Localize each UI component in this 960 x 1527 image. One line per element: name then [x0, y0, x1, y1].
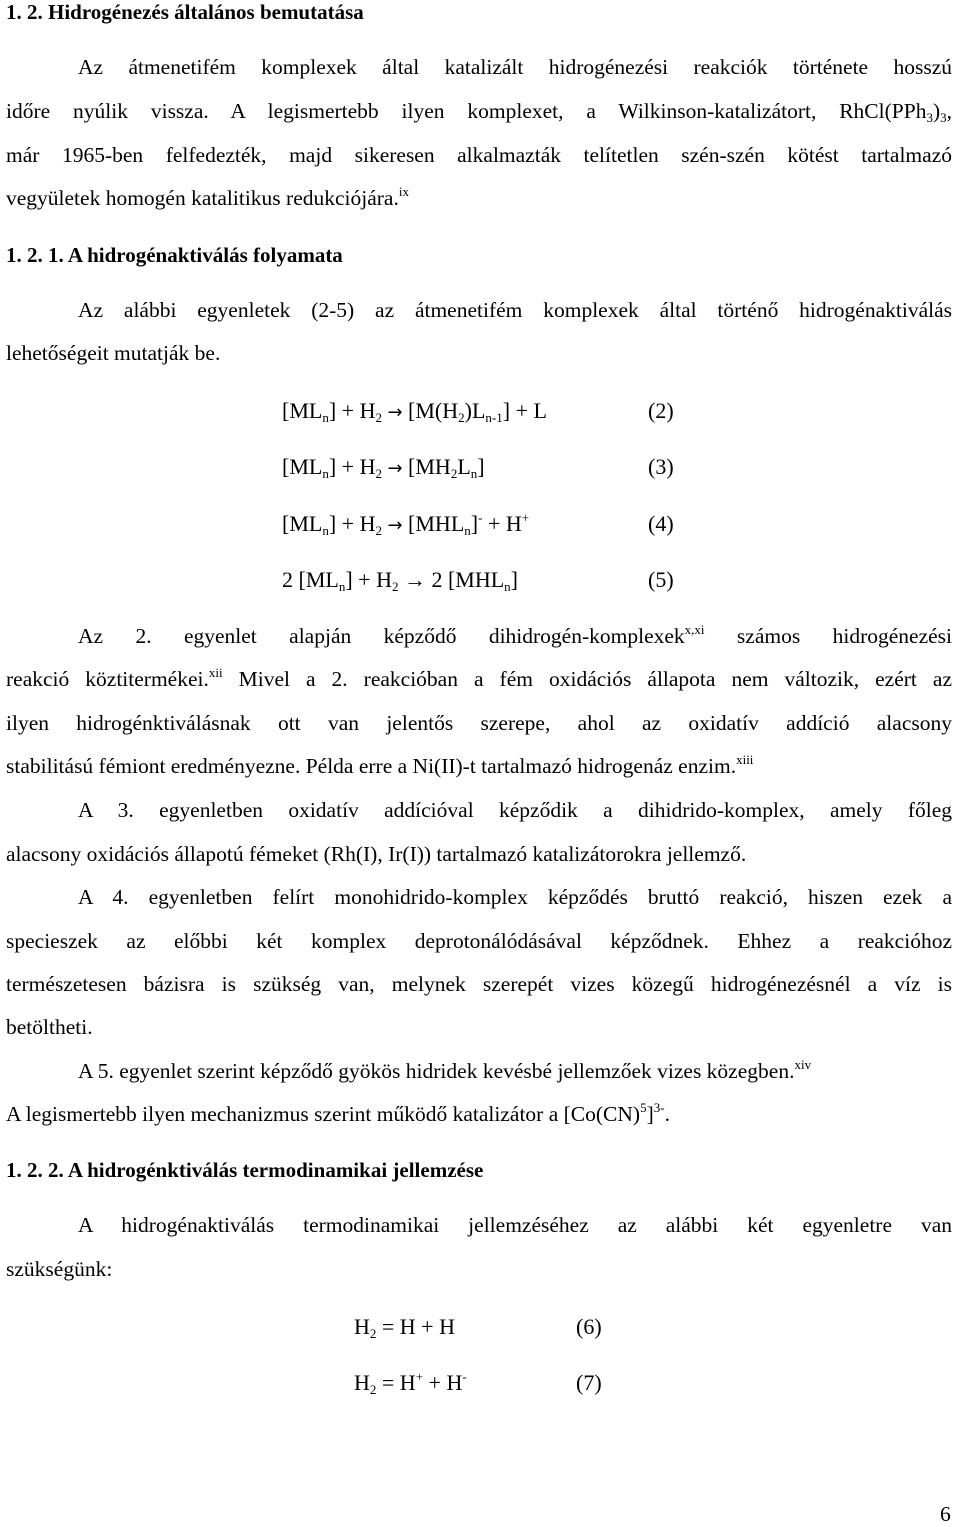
equation-number: (3) [648, 454, 674, 479]
equation-7: $H_2 = H^+ + H^-$ [354, 1369, 467, 1397]
paragraph-line: alacsony oxidációs állapotú fémeket (Rh(I), Ir(I)) tartalmazó katalizátorokra jellemző. [6, 842, 747, 866]
section-heading-1-2-1: 1. 2. 1. A hidrogénaktiválás folyamata [6, 243, 343, 267]
paragraph-line: A legismertebb ilyen mechanizmus szerint működő katalizátor a $[Co(CN)^5]^{3-}$. [6, 1100, 670, 1126]
arrow-icon: → [387, 458, 403, 479]
equation-6: $H_2 = H + H$ [354, 1314, 455, 1341]
paragraph-line: betöltheti. [6, 1015, 93, 1039]
footnote-ref: ix [398, 184, 409, 199]
arrow-icon: → [387, 515, 403, 536]
paragraph-line: Az átmenetifém komplexek által katalizált hidrogénezési reakciók története hosszú [78, 55, 952, 79]
equation-number: (7) [576, 1370, 602, 1395]
paragraph-line: szükségünk: [6, 1257, 113, 1281]
equation-number: (4) [648, 511, 674, 536]
equation-2: $[ML_n] + H_2 \to [M(H_2)L_{n-1}] + L$ [282, 398, 547, 425]
paragraph-line: A 5. egyenlet szerint képződő gyökös hidridek kevésbé jellemzőek vizes közegben.$^{xiv}$ [78, 1057, 812, 1083]
paragraph-line: reakció köztitermékei.$^{xii}$ Mivel a 2. reakcióban a fém oxidációs állapota nem változik, ezért az [6, 665, 952, 691]
arrow-icon: → [387, 402, 403, 423]
paragraph-line: már 1965-ben felfedezték, majd sikeresen alkalmazták telítetlen szén-szén kötést tartalmazó [6, 143, 952, 167]
page-number: 6 [940, 1502, 951, 1526]
paragraph-line: A hidrogénaktiválás termodinamikai jellemzéséhez az alábbi két egyenletre van [78, 1213, 952, 1237]
paragraph-line: természetesen bázisra is szükség van, melynek szerepét vizes közegű hidrogénezésnél a víz is [6, 972, 952, 996]
section-heading-1-2-2: 1. 2. 2. A hidrogénktiválás termodinamikai jellemzése [6, 1158, 484, 1182]
equation-number: (6) [576, 1314, 602, 1339]
footnote-ref: xiii [736, 752, 754, 767]
equation-4: $[ML_n] + H_2 \to [MHL_n]^- + H^+$ [282, 510, 530, 538]
paragraph-line: Az 2. egyenlet alapján képződő dihidrogén-komplexek$^{x,xi}$ számos hidrogénezési [78, 622, 952, 648]
paragraph-line: vegyületek homogén katalitikus redukciójára.$^{ix}$ [6, 184, 409, 210]
equation-3: $[ML_n] + H_2 \to [MH_2L_n]$ [282, 454, 485, 481]
paragraph-line: időre nyúlik vissza. A legismertebb ilyen komplexet, a Wilkinson-katalizátort, $RhCl(PPh_3)_3$, [6, 99, 952, 125]
footnote-ref: xiv [794, 1057, 812, 1072]
paragraph-line: specieszek az előbbi két komplex deprotonálódásával képződnek. Ehhez a reakcióhoz [6, 929, 952, 953]
footnote-ref: xii [208, 665, 223, 680]
equation-number: (5) [648, 567, 674, 592]
paragraph-line: lehetőségeit mutatják be. [6, 341, 221, 365]
paragraph-line: stabilitású fémiont eredményezne. Példa erre a Ni(II)-t tartalmazó hidrogenáz enzim.$^{xiii}$ [6, 752, 754, 778]
section-heading-1-2: 1. 2. Hidrogénezés általános bemutatása [6, 0, 364, 24]
paragraph-line: Az alábbi egyenletek (2-5) az átmenetifém komplexek által történő hidrogénaktiválás [78, 298, 952, 322]
paragraph-line: A 3. egyenletben oxidatív addícióval képződik a dihidrido-komplex, amely főleg [78, 798, 952, 822]
footnote-ref: x,xi [684, 622, 705, 637]
equation-number: (2) [648, 398, 674, 423]
paragraph-line: ilyen hidrogénktiválásnak ott van jelentős szerepe, ahol az oxidatív addíció alacsony [6, 711, 952, 735]
equation-5: 2 $[ML_n] + H_2 \to 2$ $[MHL_n]$ [282, 567, 518, 594]
paragraph-line: A 4. egyenletben felírt monohidrido-komplex képződés bruttó reakció, hiszen ezek a [78, 885, 952, 909]
